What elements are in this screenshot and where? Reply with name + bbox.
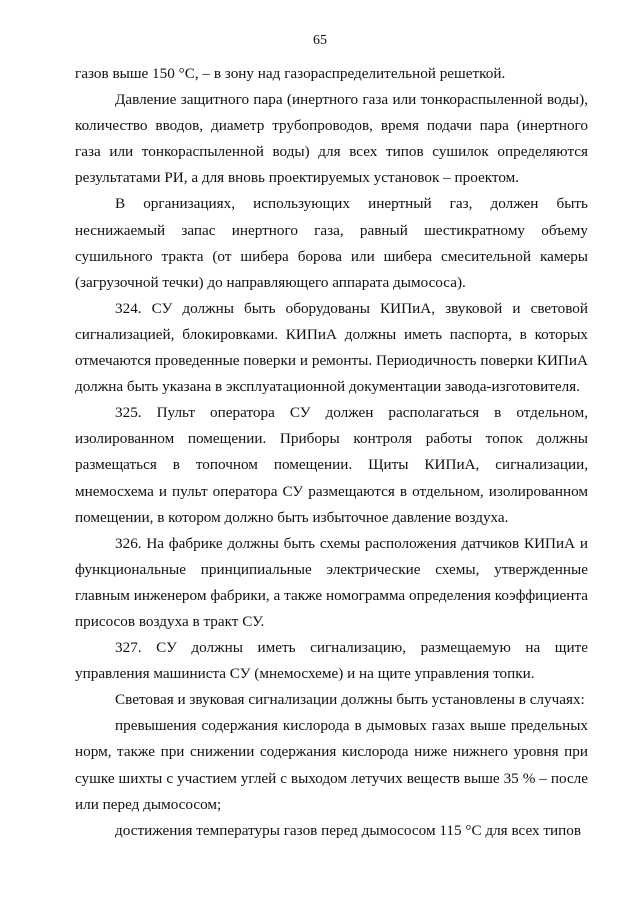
paragraph-325: 325. Пульт оператора СУ должен располагаться в отдельном, изолированном помещении. Приборы контроля работы топок должны размещаться в топочном помещении. Щиты КИПиА, сигнализации, мнемосхема и пульт оператора СУ размещаются в отдельном, изолированном помещении, в котором должно быть избыточное давление воздуха.: [75, 404, 588, 526]
paragraph-326: 326. На фабрике должны быть схемы расположения датчиков КИПиА и функциональные принципиальные электрические схемы, утвержденные главным инженером фабрики, а также номограмма определения коэффициента присосов воздуха в тракт СУ.: [75, 534, 588, 630]
body-text: [75, 61, 588, 844]
paragraph-continuation: газов выше 150 °С, – в зону над газораспределительной решеткой.: [75, 65, 506, 82]
paragraph-signaling-cases: Световая и звуковая сигнализации должны быть установлены в случаях:: [115, 691, 585, 709]
paragraph-inert-gas-reserve: В организациях, использующих инертный газ, должен быть неснижаемый запас инертного газа, равный шестикратному объему сушильного тракта (от шибера борова или шибера смесительной камеры (загрузочной течки) до направляющего аппарата дымососа).: [75, 195, 588, 291]
page-number: 65: [313, 33, 327, 48]
paragraph-oxygen-excess: превышения содержания кислорода в дымовых газах выше предельных норм, также при снижении содержания кислорода ниже нижнего уровня при сушке шихты с участием углей с выходом летучих веществ выше 35 % – после или перед дымососом;: [75, 717, 588, 813]
paragraph-327: 327. СУ должны иметь сигнализацию, размещаемую на щите управления машиниста СУ (мнемосхеме) и на щите управления топки.: [75, 639, 588, 683]
paragraph-protective-steam: Давление защитного пара (инертного газа или тонкораспыленной воды), количество вводов, диаметр трубопроводов, время подачи пара (инертного газа или тонкораспыленной воды) для всех типов сушилок определяются результатами РИ, а для вновь проектируемых установок – проектом.: [75, 91, 588, 187]
paragraph-324: 324. СУ должны быть оборудованы КИПиА, звуковой и световой сигнализацией, блокировками. КИПиА должны иметь паспорта, в которых отмечаются проведенные поверки и ремонты. Периодичность поверки КИПиА должна быть указана в эксплуатационной документации завода-изготовителя.: [75, 299, 588, 396]
paragraph-gas-temperature: достижения температуры газов перед дымососом 115 °С для всех типов: [115, 821, 582, 839]
